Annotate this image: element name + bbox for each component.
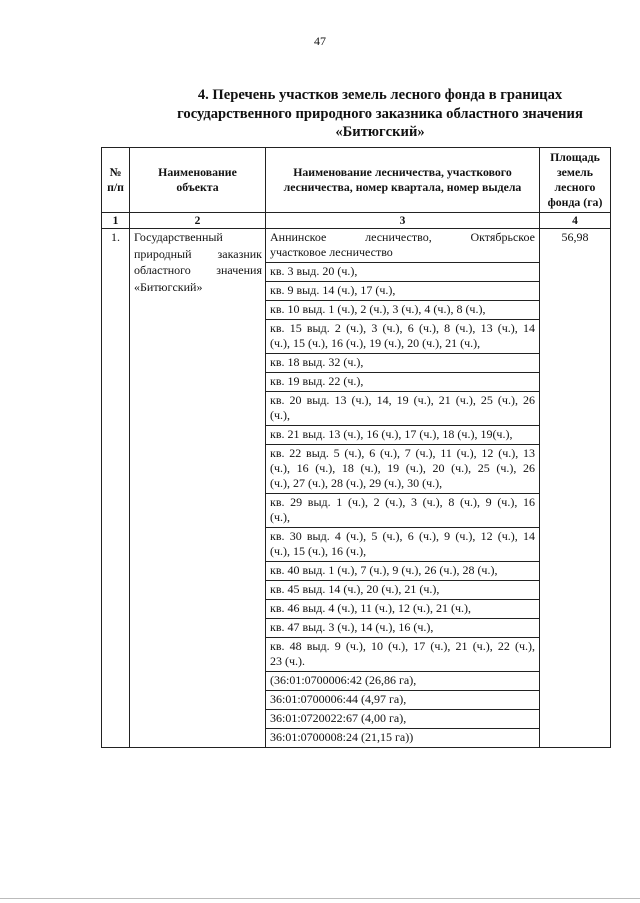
forestry-entry: [266, 354, 539, 373]
object-name-word: «Битюгский»: [134, 279, 203, 294]
forestry-entry-line: 36:01:0700006:44 (4,97 га),: [270, 692, 407, 706]
forestry-entry-line: кв. 19 выд. 22 (ч.),: [270, 374, 364, 388]
forestry-entry-line: кв. 40 выд. 1 (ч.), 7 (ч.), 9 (ч.), 26 (ч.), 28 (ч.),: [270, 563, 498, 577]
object-name-word: природный: [134, 246, 192, 261]
forestry-entry: [266, 600, 539, 619]
header-object-name: Наименование объекта: [130, 148, 266, 213]
column-number: 1: [102, 213, 130, 229]
object-name-word: областного: [134, 263, 191, 277]
forestry-entry: [266, 373, 539, 392]
forestry-entry: [266, 672, 539, 691]
forest-plots-table: [101, 147, 611, 748]
forestry-entry-line: (ч.),: [270, 510, 291, 524]
object-name-line: [130, 262, 265, 279]
forestry-entry: [266, 581, 539, 600]
forestry-entry: [266, 691, 539, 710]
forestry-entry-line: 36:01:0700008:24 (21,15 га)): [270, 730, 414, 744]
forestry-entry-line: (ч.), 15 (ч.), 16 (ч.), 19 (ч.), 20 (ч.), 21 (ч.),: [270, 336, 481, 350]
object-name-word: значения: [216, 263, 262, 277]
page-number: 47: [314, 34, 326, 48]
forestry-entry-line: кв. 10 выд. 1 (ч.), 2 (ч.), 3 (ч.), 4 (ч.), 8 (ч.),: [270, 302, 486, 316]
row-number: 1.: [102, 229, 130, 748]
forestry-entry: [266, 494, 539, 528]
header-forestry-name: Наименование лесничества, участкового лесничества, номер квартала, номер выдела: [266, 148, 540, 213]
forestry-entry-line: кв. 15 выд. 2 (ч.), 3 (ч.), 6 (ч.), 8 (ч.), 13 (ч.), 14: [270, 321, 535, 335]
forestry-cell: [266, 229, 540, 748]
forestry-entry-line: (ч.), 27 (ч.), 28 (ч.), 29 (ч.), 30 (ч.),: [270, 476, 443, 490]
forestry-entry: [266, 320, 539, 354]
forestry-entry-line: участковое лесничество: [270, 245, 393, 259]
forestry-entry-line: кв. 29 выд. 1 (ч.), 2 (ч.), 3 (ч.), 8 (ч.), 9 (ч.), 16: [270, 495, 535, 509]
forestry-entry: [266, 301, 539, 320]
forestry-entry: [266, 528, 539, 562]
forestry-entry-line: 23 (ч.).: [270, 654, 306, 668]
table-header-row: [102, 148, 611, 213]
column-numbers-row: [102, 213, 611, 229]
forestry-entry: [266, 445, 539, 494]
page-bottom-edge: [0, 898, 640, 899]
forestry-entry-line: кв. 3 выд. 20 (ч.),: [270, 264, 358, 278]
column-number: 2: [130, 213, 266, 229]
forestry-entry-line: кв. 46 выд. 4 (ч.), 11 (ч.), 12 (ч.), 21 (ч.),: [270, 601, 471, 615]
forestry-entry: [266, 263, 539, 282]
forestry-entry-line: кв. 48 выд. 9 (ч.), 10 (ч.), 17 (ч.), 21 (ч.), 22 (ч.),: [270, 639, 535, 653]
forestry-entry: [266, 562, 539, 581]
object-name-line: [130, 279, 265, 296]
forestry-entry-line: кв. 22 выд. 5 (ч.), 6 (ч.), 7 (ч.), 11 (ч.), 12 (ч.), 13: [270, 446, 535, 460]
forestry-entry-line: (ч.),: [270, 408, 291, 422]
object-name-word: заказник: [217, 246, 262, 261]
object-name-word: Государственный: [134, 230, 223, 244]
forestry-entry: [266, 619, 539, 638]
forestry-entry-line: кв. 21 выд. 13 (ч.), 16 (ч.), 17 (ч.), 18 (ч.), 19(ч.),: [270, 427, 513, 441]
heading-line: государственного природного заказника областного значения: [177, 105, 583, 122]
column-number: 4: [540, 213, 611, 229]
forestry-entry: [266, 282, 539, 301]
forestry-entry: [266, 426, 539, 445]
forestry-entry: [266, 710, 539, 729]
forestry-entry-line: кв. 20 выд. 13 (ч.), 14, 19 (ч.), 21 (ч.), 25 (ч.), 26: [270, 393, 535, 407]
forestry-entry-line: кв. 9 выд. 14 (ч.), 17 (ч.),: [270, 283, 396, 297]
header-area: Площадь земель лесного фонда (га): [540, 148, 611, 213]
forestry-entry-line: кв. 30 выд. 4 (ч.), 5 (ч.), 6 (ч.), 9 (ч.), 12 (ч.), 14: [270, 529, 535, 543]
forestry-entry-line: кв. 18 выд. 32 (ч.),: [270, 355, 364, 369]
heading-line: «Битюгский»: [335, 124, 425, 140]
forestry-entry-line: (ч.), 15 (ч.), 16 (ч.),: [270, 544, 367, 558]
area-value: 56,98: [540, 229, 611, 748]
section-heading: [150, 86, 610, 142]
column-number: 3: [266, 213, 540, 229]
forestry-entry: [266, 729, 539, 747]
header-number: № п/п: [102, 148, 130, 213]
forestry-entry-line: кв. 47 выд. 3 (ч.), 14 (ч.), 16 (ч.),: [270, 620, 434, 634]
table-row: [102, 229, 611, 748]
forestry-entry-line: (36:01:0700006:42 (26,86 га),: [270, 673, 417, 687]
object-name-cell: [130, 229, 266, 748]
forestry-entry: [266, 229, 539, 263]
forestry-entry: [266, 392, 539, 426]
forestry-entry: [266, 638, 539, 672]
forestry-entry-line: 36:01:0720022:67 (4,00 га),: [270, 711, 407, 725]
object-name-line: [130, 229, 265, 246]
heading-line: 4. Перечень участков земель лесного фонда в границах: [197, 87, 563, 103]
forestry-entry-line: Аннинское лесничество, Октябрьское: [270, 230, 535, 244]
forestry-entry-line: кв. 45 выд. 14 (ч.), 20 (ч.), 21 (ч.),: [270, 582, 440, 596]
forestry-entry-line: (ч.), 16 (ч.), 18 (ч.), 19 (ч.), 20 (ч.), 25 (ч.), 26: [270, 461, 535, 475]
object-name-line: [130, 246, 265, 263]
